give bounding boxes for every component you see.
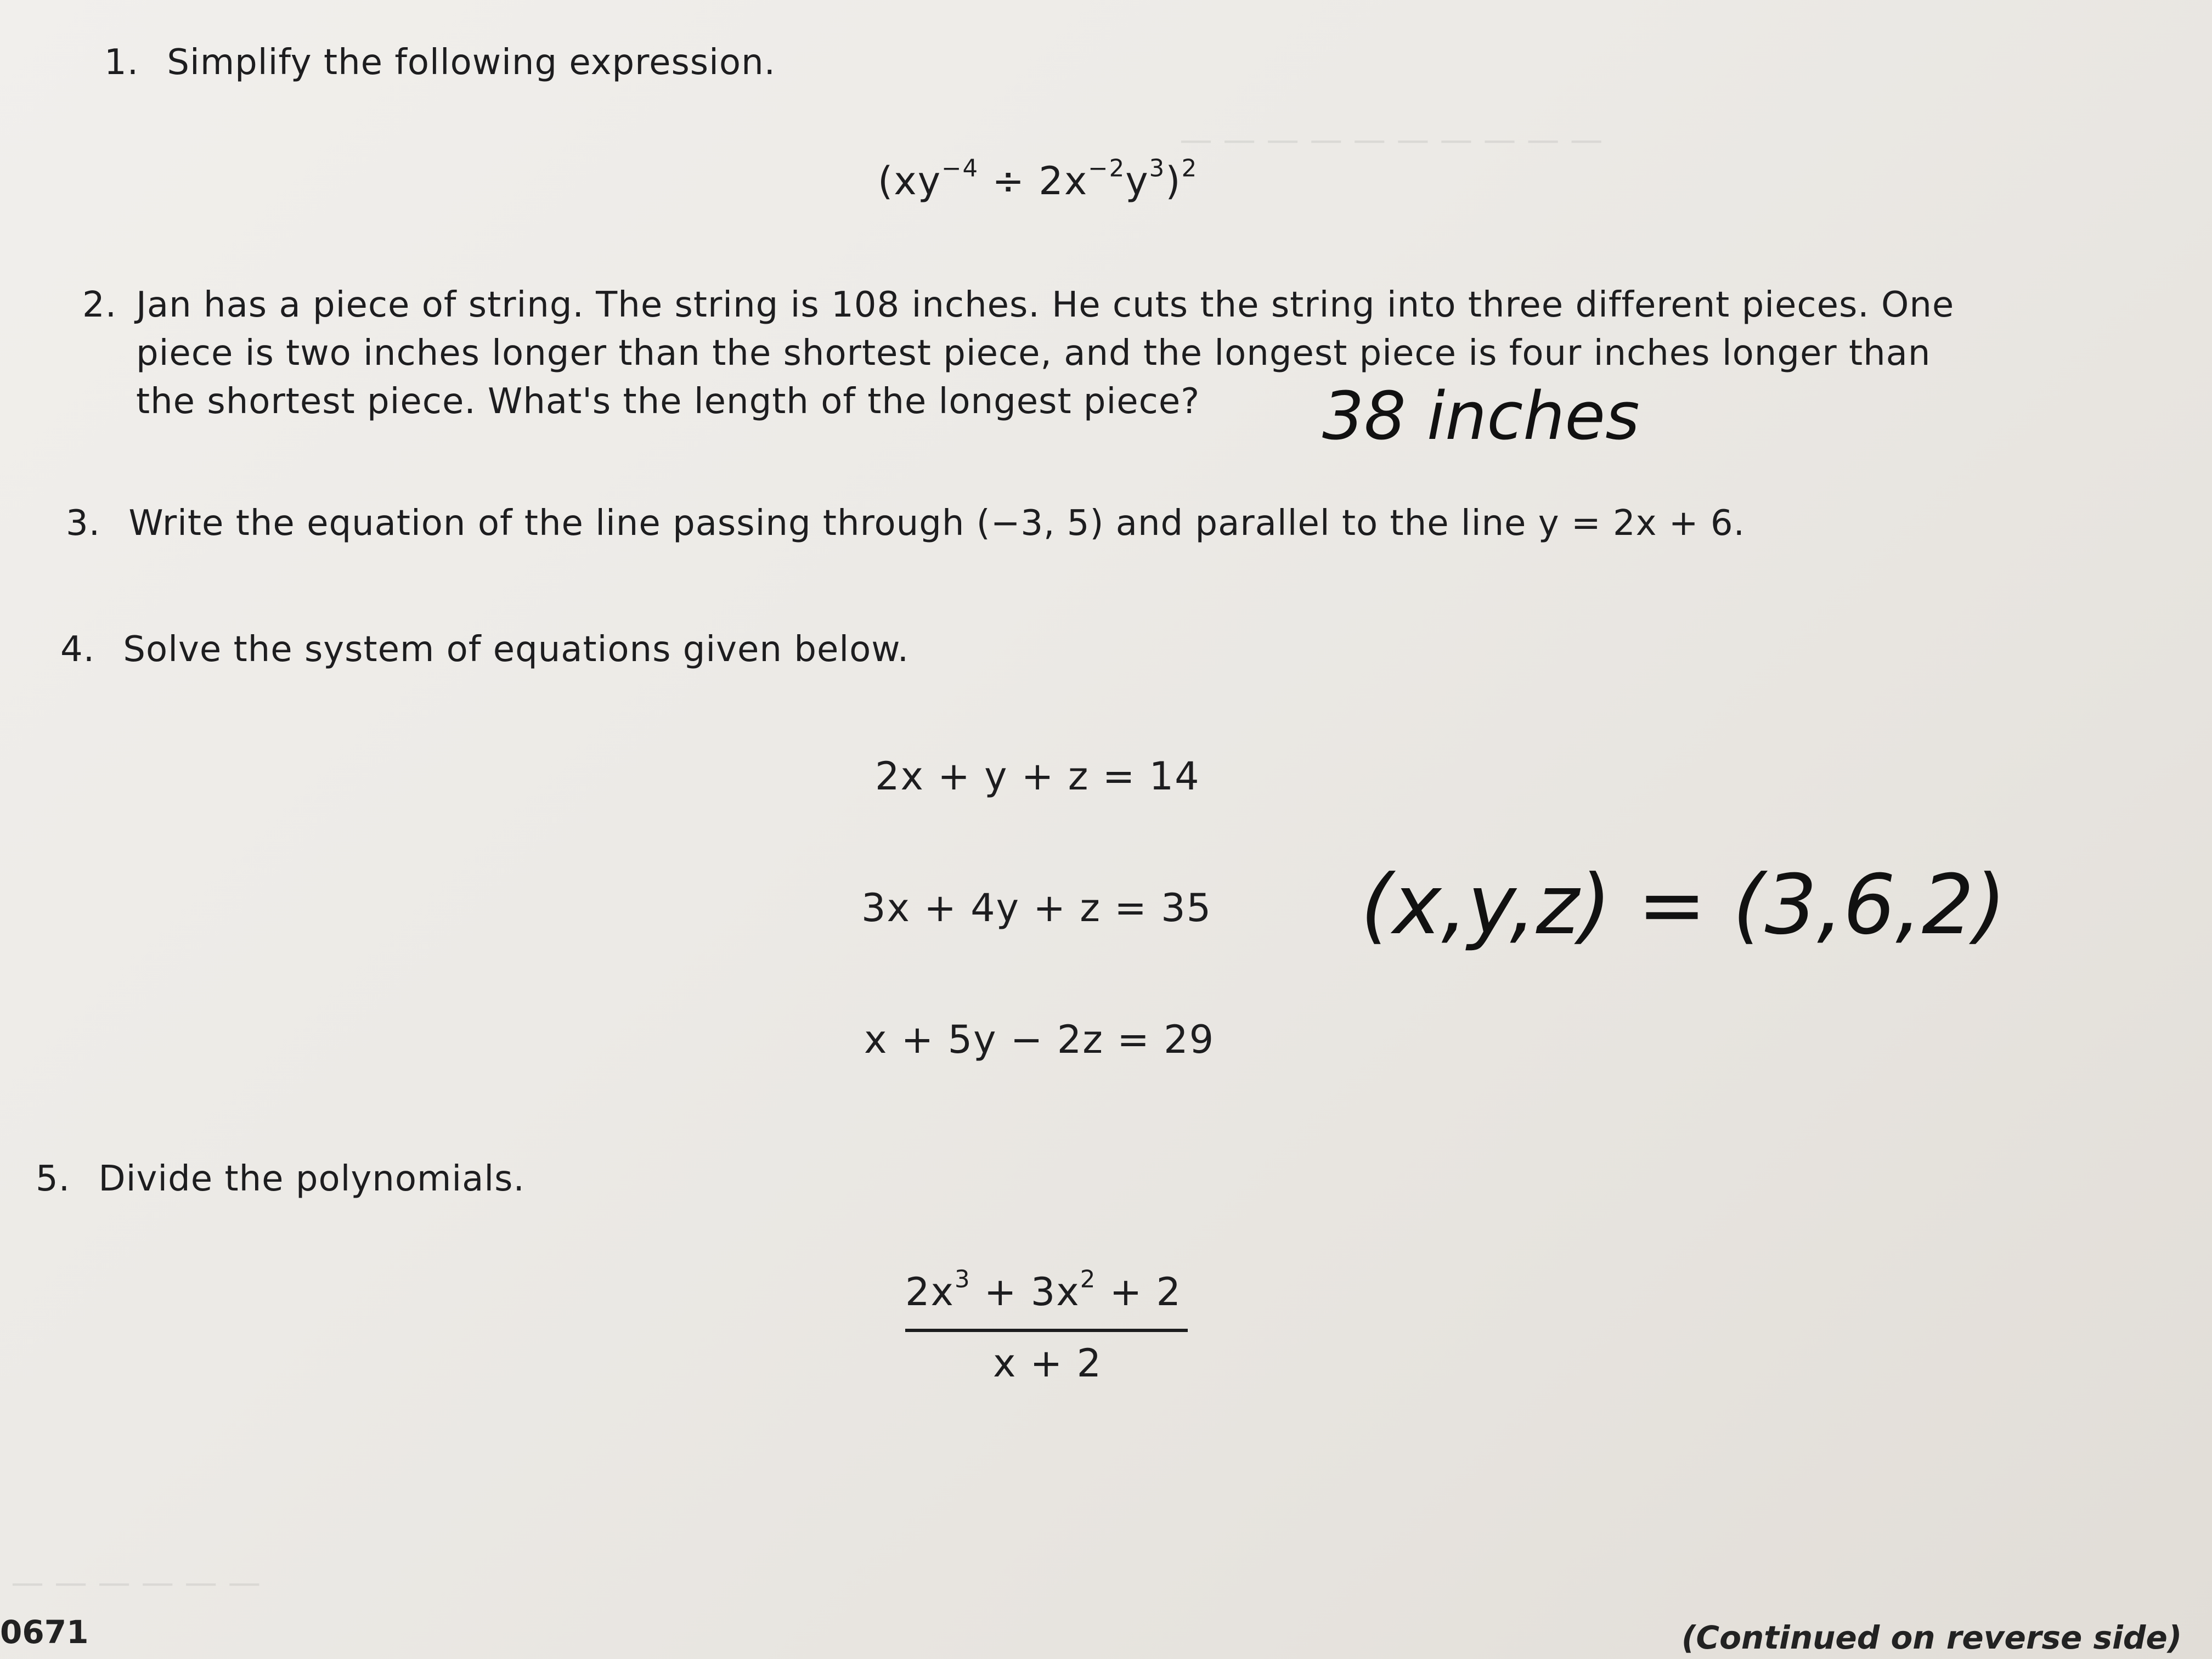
handwritten-answer-q2: 38 inches	[1322, 379, 1640, 455]
question-2	[82, 281, 117, 329]
expr-exponent: 3	[954, 1266, 971, 1294]
question-number: 2.	[82, 285, 117, 325]
question-text: Simplify the following expression.	[167, 42, 776, 83]
question-text: Divide the polynomials.	[98, 1159, 525, 1199]
question-4	[60, 625, 909, 674]
bleed-through-text: — — — — — —	[11, 1564, 261, 1602]
page-code: 0671	[0, 1613, 89, 1651]
expr-exponent: −2	[1088, 155, 1126, 183]
question-number: 5.	[36, 1159, 71, 1199]
equation-3: x + 5y − 2z = 29	[864, 1017, 1215, 1062]
question-text-line: the shortest piece. What's the length of the longest piece?	[136, 381, 1200, 422]
question-2-body	[136, 281, 2084, 426]
expr-exponent: 2	[1181, 155, 1198, 183]
fraction-bar	[905, 1329, 1188, 1332]
polynomial-numerator	[905, 1267, 1182, 1317]
question-number: 3.	[66, 503, 101, 544]
question-number: 4.	[60, 629, 95, 670]
continued-note: (Continued on reverse side)	[1681, 1619, 2182, 1656]
question-text-line: piece is two inches longer than the shortest piece, and the longest piece is four inches longer than	[136, 333, 1931, 374]
handwritten-answer-q4: (x,y,z) = (3,6,2)	[1361, 857, 2006, 953]
expr-part: + 3x	[970, 1269, 1080, 1314]
q1-expression	[878, 156, 1198, 206]
bleed-through-text: — — — — — — — — — —	[1180, 121, 1603, 159]
equation-2: 3x + 4y + z = 35	[861, 885, 1212, 930]
equation-1: 2x + y + z = 14	[875, 754, 1200, 799]
question-text: Write the equation of the line passing through (−3, 5) and parallel to the line y = 2x + 6.	[128, 503, 1745, 544]
question-text: Solve the system of equations given below.	[123, 629, 910, 670]
expr-part: (xy	[878, 159, 942, 204]
question-1	[104, 38, 776, 87]
expr-exponent: 2	[1080, 1266, 1097, 1294]
expr-part: )	[1165, 159, 1182, 204]
question-text-line: Jan has a piece of string. The string is 108 inches. He cuts the string into three different pieces. One	[136, 285, 1955, 325]
question-3	[66, 499, 1745, 548]
expr-part: 2x	[905, 1269, 955, 1314]
expr-part: ÷ 2x	[979, 159, 1088, 204]
question-5	[36, 1155, 525, 1203]
expr-part: y	[1125, 159, 1149, 204]
expr-part: + 2	[1096, 1269, 1182, 1314]
polynomial-denominator: x + 2	[993, 1341, 1103, 1386]
expr-exponent: 3	[1149, 155, 1166, 183]
expr-exponent: −4	[941, 155, 979, 183]
question-number: 1.	[104, 42, 139, 83]
